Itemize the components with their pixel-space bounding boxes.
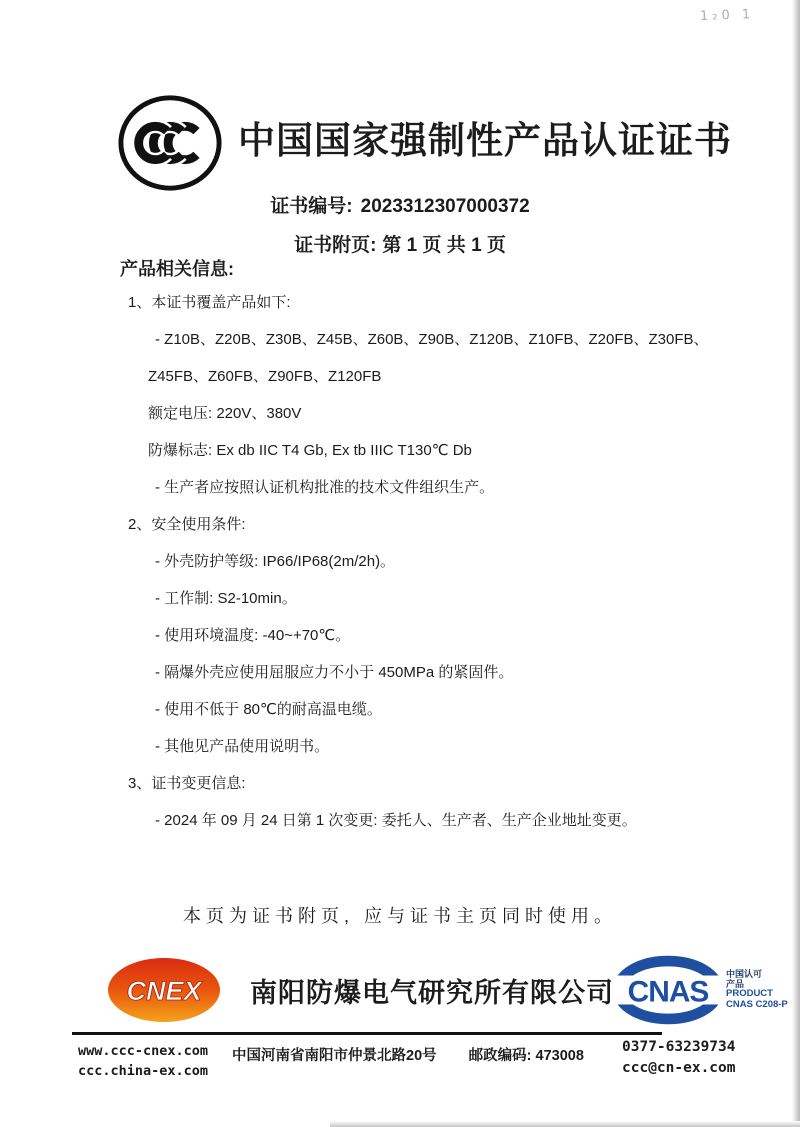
content-line: - 2024 年 09 月 24 日第 1 次变更: 委托人、生产者、生产企业地址变更。 [155, 812, 637, 829]
svg-text:CNEX: CNEX [126, 976, 202, 1006]
content-line: - 外壳防护等级: IP66/IP68(2m/2h)。 [155, 553, 396, 570]
footer-urls [78, 1041, 208, 1081]
content-line: - 使用环境温度: -40~+70℃。 [155, 627, 351, 644]
content-line: - 隔爆外壳应使用屈服应力不小于 450MPa 的紧固件。 [155, 664, 514, 681]
certificate-page-label: 证书附页: [294, 235, 377, 256]
footer-contact [622, 1037, 736, 1079]
cnas-caption-line: PRODUCT [726, 988, 773, 1000]
ccc-mark-icon [116, 92, 224, 194]
footer-url: www.ccc-cnex.com [78, 1043, 209, 1059]
phone-number: 0377-63239734 [622, 1039, 736, 1055]
content-line: 2、安全使用条件: [128, 516, 246, 533]
footer-url: ccc.china-ex.com [78, 1063, 209, 1079]
content-line: Z45FB、Z60FB、Z90FB、Z120FB [148, 368, 382, 385]
content-line: - 生产者应按照认证机构批准的技术文件组织生产。 [155, 479, 495, 496]
product-info-section [0, 254, 800, 839]
postal-code: 邮政编码: 473008 [468, 1048, 584, 1064]
footer-divider [72, 1032, 662, 1035]
cnas-caption [726, 969, 788, 1012]
content-line: - 其他见产品使用说明书。 [155, 738, 330, 755]
cnex-logo-icon [104, 955, 224, 1025]
document-title: 中国国家强制性产品认证证书 [238, 120, 732, 161]
content-line: - Z10B、Z20B、Z30B、Z45B、Z60B、Z90B、Z120B、Z10FB、Z20FB、Z30FB、 [155, 331, 709, 348]
footer-address [232, 1044, 584, 1065]
certificate-number-line [0, 191, 800, 218]
email-address: ccc@cn-ex.com [622, 1060, 736, 1076]
issuer-row [104, 950, 786, 1030]
scan-edge-bottom [330, 1121, 800, 1127]
attachment-statement: 本页为证书附页, 应与证书主页同时使用。 [182, 906, 617, 926]
content-line: 3、证书变更信息: [128, 775, 246, 792]
content-line: 1、本证书覆盖产品如下: [128, 294, 291, 311]
cnas-logo-icon [614, 954, 722, 1026]
content-line: - 使用不低于 80℃的耐高温电缆。 [155, 701, 382, 718]
issuer-name: 南阳防爆电气研究所有限公司 [250, 977, 614, 1008]
section-heading: 产品相关信息: [120, 259, 234, 279]
handwritten-annotation: 1₂0 1 [699, 7, 755, 24]
cnas-accreditation-block [614, 954, 788, 1026]
content-line: 防爆标志: Ex db IIC T4 Gb, Ex tb IIIC T130℃ Db [148, 442, 472, 459]
cnas-caption-line: CNAS C208-P [726, 999, 788, 1011]
content-line: 额定电压: 220V、380V [148, 405, 302, 422]
content-line: - 工作制: S2-10min。 [155, 590, 297, 607]
certificate-page-value: 第 1 页 共 1 页 [382, 235, 506, 256]
address-text: 中国河南省南阳市仲景北路20号 [232, 1048, 437, 1064]
svg-text:CNAS: CNAS [627, 975, 709, 1009]
cnas-caption-line: 中国认可 [726, 968, 763, 979]
certificate-number-label: 证书编号: [270, 196, 353, 217]
cnas-caption-line: 产品 [726, 979, 745, 990]
certificate-number-value: 2023312307000372 [360, 196, 530, 217]
certificate-page-line [0, 230, 800, 257]
